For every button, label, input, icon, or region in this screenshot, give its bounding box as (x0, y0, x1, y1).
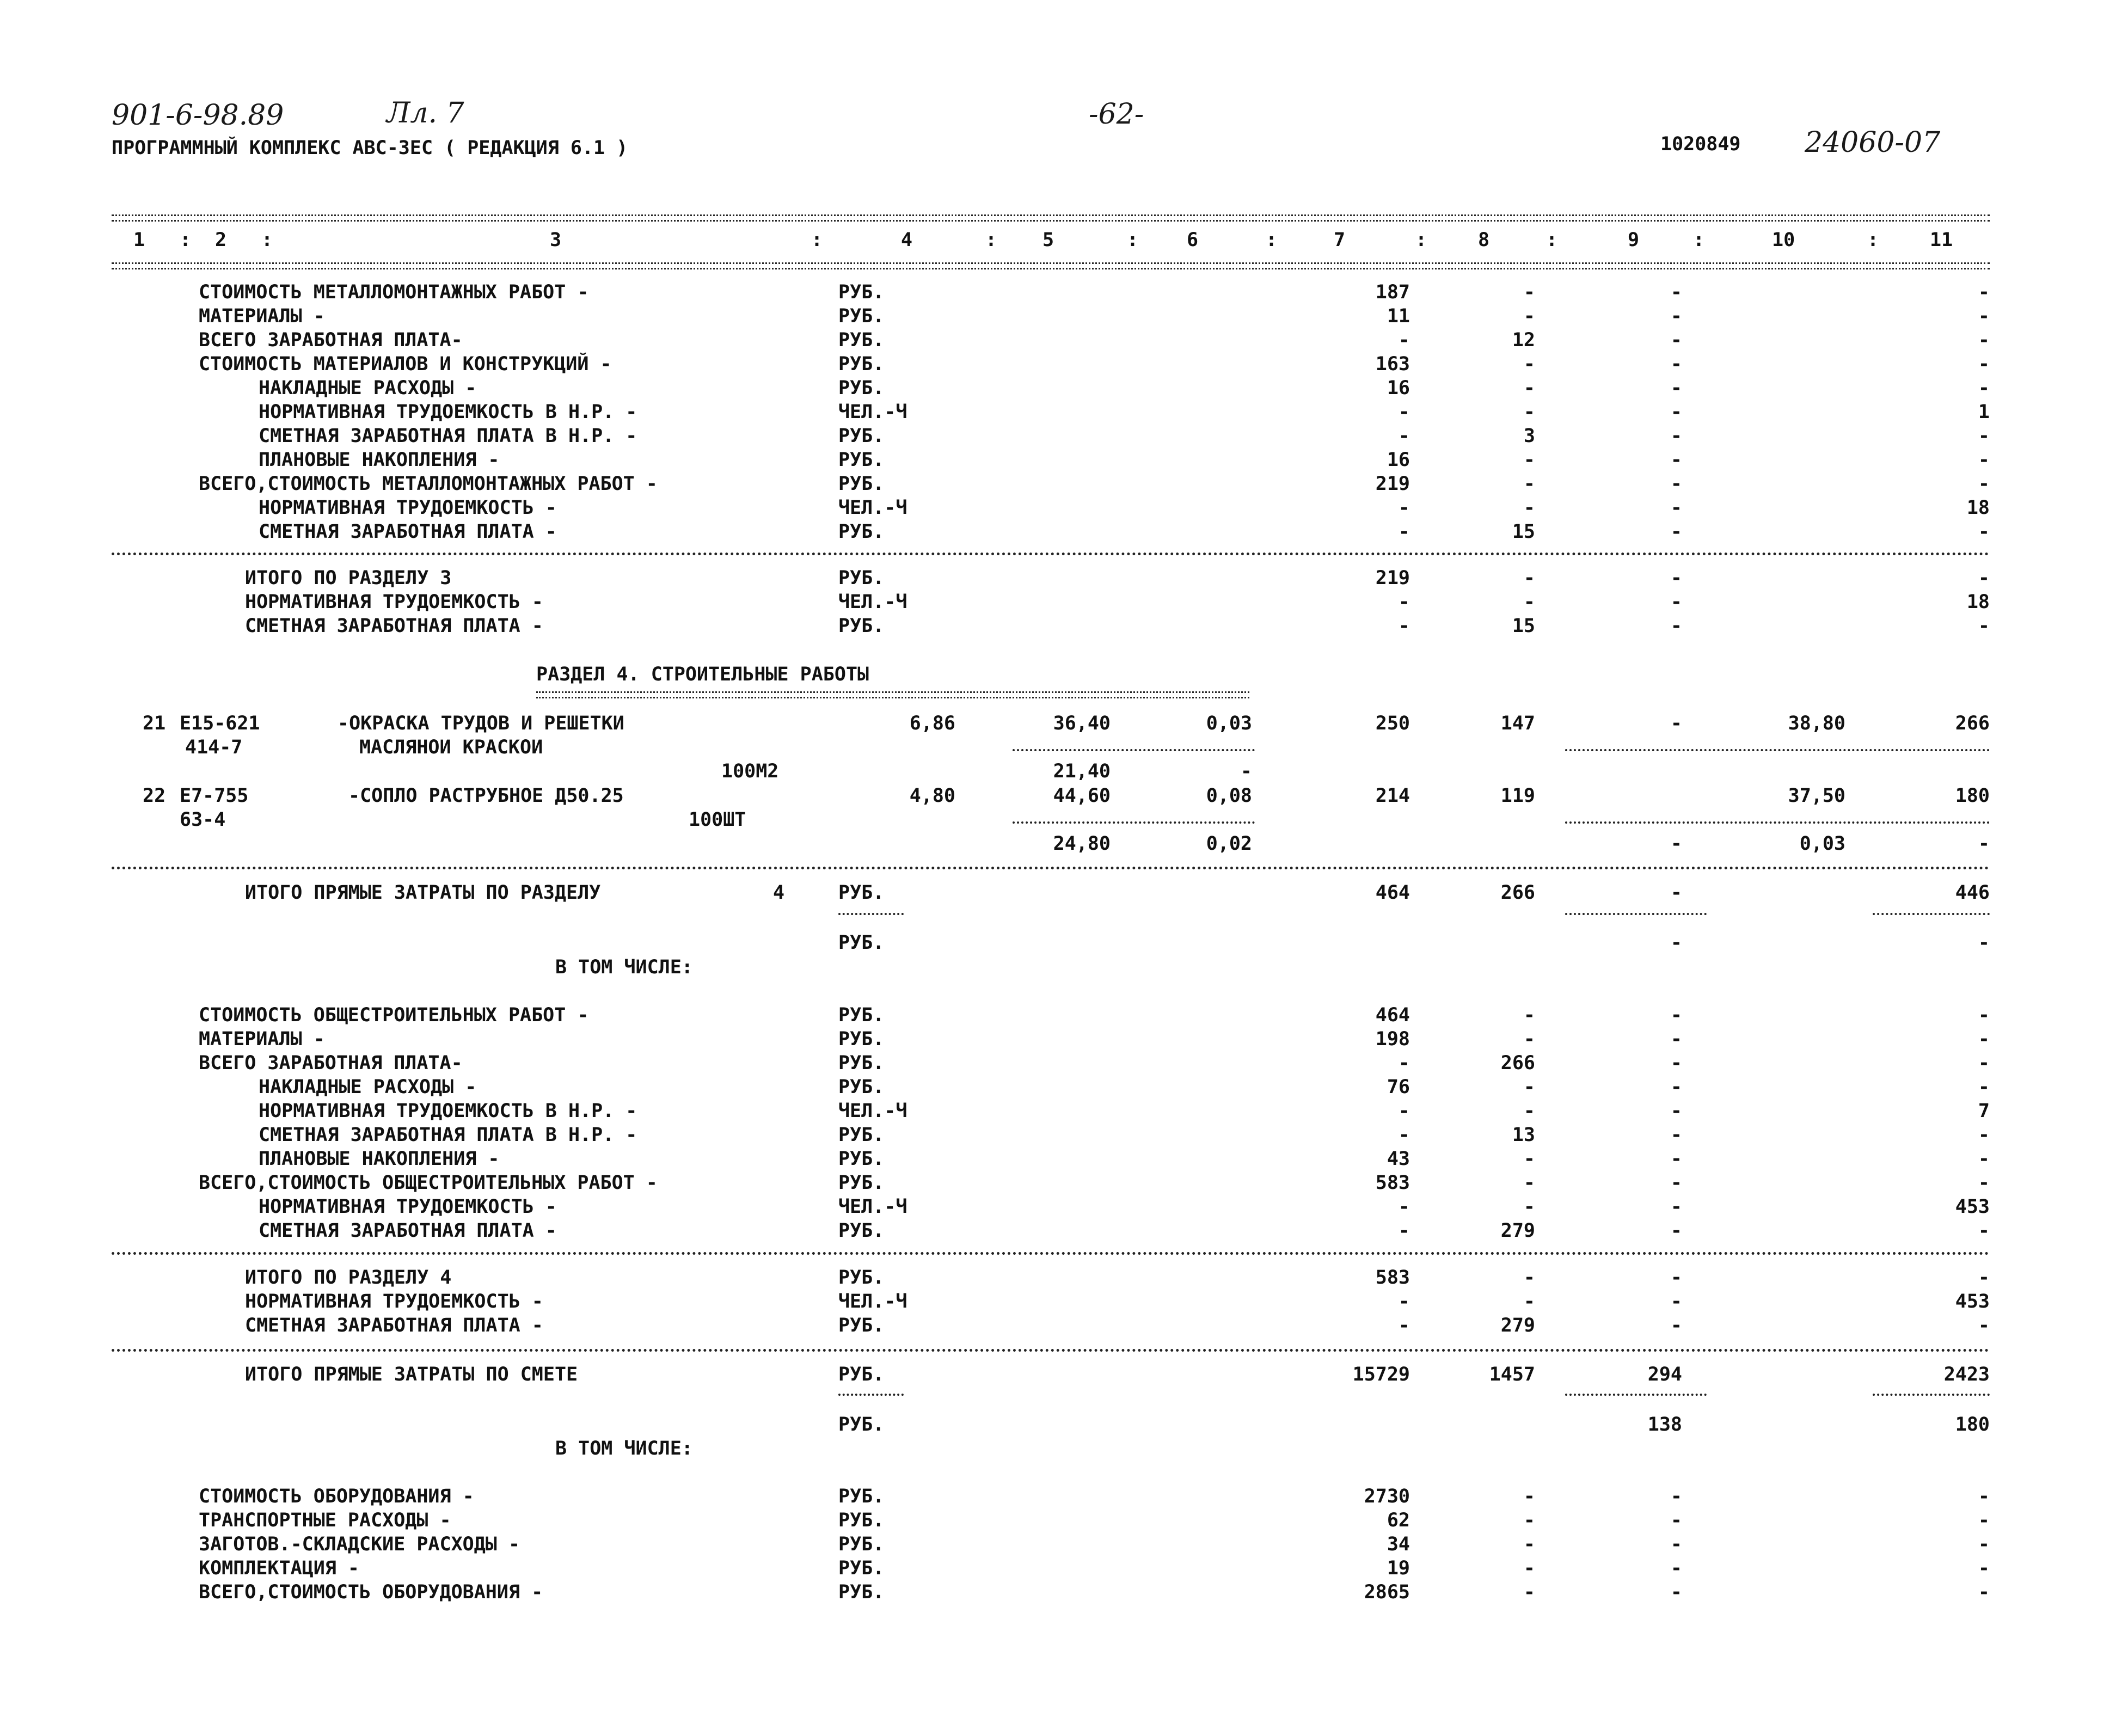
value-col-9: - (1670, 497, 1682, 519)
unit: ЧЕЛ.-Ч (838, 1291, 907, 1312)
underline (536, 691, 1249, 698)
value-col-11: 453 (1955, 1196, 1990, 1218)
ref-code-handwritten: 24060-07 (1805, 126, 1941, 159)
section-title: РАЗДЕЛ 4. СТРОИТЕЛЬНЫЕ РАБОТЫ (536, 664, 869, 685)
value-col-8: 1457 (1489, 1364, 1535, 1385)
value-col-8: 279 (1500, 1220, 1535, 1242)
value-col-11: - (1978, 833, 1990, 855)
program-title: ПРОГРАММНЫЙ КОМПЛЕКС АВС-ЗЕС ( РЕДАКЦИЯ 6.1 ) (112, 137, 628, 159)
underline (838, 913, 904, 915)
unit: РУБ. (838, 1004, 885, 1026)
unit: РУБ. (838, 377, 885, 399)
unit: РУБ. (838, 882, 885, 904)
value-col-8: 3 (1523, 425, 1535, 447)
unit: РУБ. (838, 1172, 885, 1194)
column-number: 10 (1772, 229, 1795, 251)
value-col-7: 2865 (1364, 1581, 1410, 1603)
unit: РУБ. (838, 1267, 885, 1289)
value-col-9: - (1670, 353, 1682, 375)
value-col-8: - (1523, 591, 1535, 613)
value-col-11: - (1978, 1124, 1990, 1146)
value-col-11: - (1978, 521, 1990, 543)
separator-line (112, 553, 1990, 555)
row-label: ВСЕГО ЗАРАБОТНАЯ ПЛАТА- (199, 329, 463, 351)
unit: РУБ. (838, 1414, 885, 1436)
value-col-7: 187 (1375, 281, 1410, 303)
row-label: МАТЕРИАЛЫ - (199, 305, 325, 327)
column-divider: : (985, 229, 997, 251)
value-col-7: 214 (1375, 785, 1410, 807)
value-col-9: - (1670, 1124, 1682, 1146)
value-col-11: 18 (1966, 591, 1990, 613)
value-col-8: 119 (1500, 785, 1535, 807)
value-col-11: 1 (1978, 401, 1990, 423)
row-label: НОРМАТИВНАЯ ТРУДОЕМКОСТЬ - (259, 497, 557, 519)
unit: РУБ. (838, 1076, 885, 1098)
column-divider: : (180, 229, 192, 251)
norm-code: Е7-755 (180, 785, 249, 807)
unit: РУБ. (838, 305, 885, 327)
unit: РУБ. (838, 353, 885, 375)
underline (1565, 1394, 1707, 1396)
value-col-9: - (1670, 1196, 1682, 1218)
value-col-9: - (1670, 1315, 1682, 1336)
row-label: СТОИМОСТЬ ОБОРУДОВАНИЯ - (199, 1486, 474, 1507)
value-col-11: 180 (1955, 1414, 1990, 1436)
doc-code: 901-6-98.89 (112, 99, 284, 132)
value-col-8: - (1523, 497, 1535, 519)
value-col-8: 12 (1512, 329, 1535, 351)
column-number: 3 (550, 229, 562, 251)
column-divider: : (1693, 229, 1705, 251)
value-col-5: 36,40 (1053, 713, 1111, 734)
value-col-9: 294 (1647, 1364, 1682, 1385)
row-label: НАКЛАДНЫЕ РАСХОДЫ - (259, 1076, 477, 1098)
unit: РУБ. (838, 1052, 885, 1074)
row-label: СТОИМОСТЬ ОБЩЕСТРОИТЕЛЬНЫХ РАБОТ - (199, 1004, 589, 1026)
value-col-8: - (1523, 1100, 1535, 1122)
value-col-7: - (1398, 1100, 1410, 1122)
estimate-direct-costs-label: ИТОГО ПРЯМЫЕ ЗАТРАТЫ ПО СМЕТЕ (245, 1364, 578, 1385)
value-col-9: - (1670, 401, 1682, 423)
value-col-9: - (1670, 1267, 1682, 1289)
position-number: 22 (143, 785, 166, 807)
value-col-9: - (1670, 713, 1682, 734)
value-col-10: 38,80 (1788, 713, 1845, 734)
underline (1873, 1394, 1990, 1396)
value-col-11: 18 (1966, 497, 1990, 519)
value-col-11: 446 (1955, 882, 1990, 904)
row-label: НОРМАТИВНАЯ ТРУДОЕМКОСТЬ - (259, 1196, 557, 1218)
value-col-7: 219 (1375, 567, 1410, 589)
value-col-9: - (1670, 1533, 1682, 1555)
value-col-8: - (1523, 1267, 1535, 1289)
value-col-7: - (1398, 615, 1410, 637)
column-number: 8 (1478, 229, 1490, 251)
underline (1565, 913, 1707, 915)
total-label: НОРМАТИВНАЯ ТРУДОЕМКОСТЬ - (245, 1291, 543, 1312)
value-col-11: - (1978, 305, 1990, 327)
value-col-8: - (1523, 1557, 1535, 1579)
value-col-7: - (1398, 1220, 1410, 1242)
measure-unit: 100М2 (721, 760, 779, 782)
value-col-9: - (1670, 1100, 1682, 1122)
value-col-11: - (1978, 473, 1990, 495)
value-col-11: - (1978, 425, 1990, 447)
underline (1873, 913, 1990, 915)
row-label: ПЛАНОВЫЕ НАКОПЛЕНИЯ - (259, 1148, 500, 1170)
value-col-7: 250 (1375, 713, 1410, 734)
value-col-9: - (1670, 305, 1682, 327)
value-col-9: - (1670, 377, 1682, 399)
ref-code: 1020849 (1660, 133, 1741, 155)
value-col-11: 453 (1955, 1291, 1990, 1312)
unit: РУБ. (838, 1028, 885, 1050)
underline (1013, 749, 1255, 751)
value-col-8: - (1523, 1510, 1535, 1531)
unit: РУБ. (838, 567, 885, 589)
section-number: 4 (773, 882, 785, 904)
value-col-8: - (1523, 1291, 1535, 1312)
value-col-9: - (1670, 1581, 1682, 1603)
value-col-7: 16 (1387, 449, 1410, 471)
value-col-8: - (1523, 1486, 1535, 1507)
value-col-7: - (1398, 1196, 1410, 1218)
total-label: ИТОГО ПО РАЗДЕЛУ 3 (245, 567, 452, 589)
unit: РУБ. (838, 1510, 885, 1531)
column-divider: : (1127, 229, 1139, 251)
value-col-9: - (1670, 615, 1682, 637)
unit: РУБ. (838, 521, 885, 543)
value-col-9: - (1670, 1028, 1682, 1050)
underline (1565, 821, 1990, 824)
measure-unit: 100ШТ (689, 809, 746, 831)
value-col-8: - (1523, 473, 1535, 495)
value-col-9: - (1670, 425, 1682, 447)
column-divider: : (1415, 229, 1427, 251)
value-col-11: - (1978, 449, 1990, 471)
value-col-11: - (1978, 329, 1990, 351)
unit: ЧЕЛ.-Ч (838, 591, 907, 613)
row-label: ВСЕГО ЗАРАБОТНАЯ ПЛАТА- (199, 1052, 463, 1074)
column-number: 11 (1930, 229, 1953, 251)
value-col-8: - (1523, 1004, 1535, 1026)
row-label: СМЕТНАЯ ЗАРАБОТНАЯ ПЛАТА - (259, 1220, 557, 1242)
value-col-8: - (1523, 305, 1535, 327)
value-col-7: 34 (1387, 1533, 1410, 1555)
norm-code: Е15-621 (180, 713, 260, 734)
value-col-7: 464 (1375, 882, 1410, 904)
value-col-7: - (1398, 591, 1410, 613)
value-col-9: - (1670, 1076, 1682, 1098)
value-col-9: - (1670, 1148, 1682, 1170)
value-col-5: 44,60 (1053, 785, 1111, 807)
unit: РУБ. (838, 1315, 885, 1336)
row-label: НАКЛАДНЫЕ РАСХОДЫ - (259, 377, 477, 399)
value-col-11: 7 (1978, 1100, 1990, 1122)
unit: ЧЕЛ.-Ч (838, 1196, 907, 1218)
value-col-8: - (1523, 1196, 1535, 1218)
value-col-6: 0,08 (1206, 785, 1252, 807)
value-col-9: - (1670, 1486, 1682, 1507)
value-col-7: 43 (1387, 1148, 1410, 1170)
column-number: 2 (215, 229, 227, 251)
unit: РУБ. (838, 1557, 885, 1579)
value-col-9: 138 (1647, 1414, 1682, 1436)
value-col-8: - (1523, 353, 1535, 375)
value-col-9: - (1670, 1220, 1682, 1242)
value-col-11: - (1978, 1220, 1990, 1242)
value-col-4: 6,86 (909, 713, 955, 734)
value-col-11: - (1978, 377, 1990, 399)
unit: РУБ. (838, 281, 885, 303)
value-col-11: - (1978, 1076, 1990, 1098)
value-col-7: - (1398, 401, 1410, 423)
value-col-7: 583 (1375, 1267, 1410, 1289)
value-col-7: - (1398, 497, 1410, 519)
value-col-11: 2423 (1943, 1364, 1990, 1385)
row-label: СТОИМОСТЬ МАТЕРИАЛОВ И КОНСТРУКЦИЙ - (199, 353, 612, 375)
value-col-7: 2730 (1364, 1486, 1410, 1507)
value-col-7: 16 (1387, 377, 1410, 399)
value-col-9: - (1670, 1557, 1682, 1579)
work-name-2: МАСЛЯНОИ КРАСКОИ (359, 737, 543, 758)
value-col-5: 24,80 (1053, 833, 1111, 855)
unit: ЧЕЛ.-Ч (838, 1100, 907, 1122)
row-label: ВСЕГО,СТОИМОСТЬ ОБЩЕСТРОИТЕЛЬНЫХ РАБОТ - (199, 1172, 658, 1194)
value-col-8: 15 (1512, 615, 1535, 637)
value-col-8: - (1523, 1172, 1535, 1194)
value-col-11: - (1978, 1557, 1990, 1579)
value-col-11: - (1978, 1486, 1990, 1507)
value-col-7: - (1398, 521, 1410, 543)
column-number: 9 (1628, 229, 1640, 251)
underline (838, 1394, 904, 1396)
value-col-9: - (1670, 567, 1682, 589)
value-col-9: - (1670, 1052, 1682, 1074)
value-col-10: 0,03 (1799, 833, 1845, 855)
value-col-8: 279 (1500, 1315, 1535, 1336)
value-col-9: - (1670, 1510, 1682, 1531)
value-col-11: - (1978, 567, 1990, 589)
value-col-7: - (1398, 329, 1410, 351)
row-label: НОРМАТИВНАЯ ТРУДОЕМКОСТЬ В Н.Р. - (259, 1100, 637, 1122)
value-col-8: - (1523, 1148, 1535, 1170)
value-col-11: - (1978, 1315, 1990, 1336)
row-label: ВСЕГО,СТОИМОСТЬ ОБОРУДОВАНИЯ - (199, 1581, 543, 1603)
unit: РУБ. (838, 1486, 885, 1507)
value-col-8: 266 (1500, 882, 1535, 904)
value-col-6: 0,02 (1206, 833, 1252, 855)
column-number: 6 (1187, 229, 1199, 251)
value-col-11: - (1978, 1148, 1990, 1170)
unit: РУБ. (838, 1533, 885, 1555)
unit: ЧЕЛ.-Ч (838, 497, 907, 519)
row-label: СТОИМОСТЬ МЕТАЛЛОМОНТАЖНЫХ РАБОТ - (199, 281, 589, 303)
unit: РУБ. (838, 425, 885, 447)
underline (1565, 749, 1990, 751)
norm-code-2: 414-7 (185, 737, 243, 758)
value-col-8: - (1523, 377, 1535, 399)
value-col-8: 147 (1500, 713, 1535, 734)
value-col-10: 37,50 (1788, 785, 1845, 807)
value-col-11: - (1978, 353, 1990, 375)
value-col-9: - (1670, 932, 1682, 954)
value-col-7: 19 (1387, 1557, 1410, 1579)
value-col-5: 21,40 (1053, 760, 1111, 782)
value-col-6: 0,03 (1206, 713, 1252, 734)
value-col-7: 198 (1375, 1028, 1410, 1050)
value-col-11: - (1978, 1581, 1990, 1603)
value-col-8: 13 (1512, 1124, 1535, 1146)
value-col-9: - (1670, 1172, 1682, 1194)
row-label: СМЕТНАЯ ЗАРАБОТНАЯ ПЛАТА В Н.Р. - (259, 1124, 637, 1146)
value-col-11: 180 (1955, 785, 1990, 807)
value-col-6: - (1240, 760, 1252, 782)
unit: ЧЕЛ.-Ч (838, 401, 907, 423)
norm-code-2: 63-4 (180, 809, 226, 831)
value-col-7: 583 (1375, 1172, 1410, 1194)
value-col-7: 11 (1387, 305, 1410, 327)
position-number: 21 (143, 713, 166, 734)
value-col-9: - (1670, 521, 1682, 543)
value-col-9: - (1670, 329, 1682, 351)
value-col-7: - (1398, 425, 1410, 447)
column-number: 1 (133, 229, 145, 251)
value-col-8: - (1523, 567, 1535, 589)
value-col-7: - (1398, 1124, 1410, 1146)
value-col-11: - (1978, 1510, 1990, 1531)
unit: РУБ. (838, 473, 885, 495)
value-col-7: 62 (1387, 1510, 1410, 1531)
sheet-number: Лл. 7 (387, 97, 464, 130)
total-label: СМЕТНАЯ ЗАРАБОТНАЯ ПЛАТА - (245, 615, 543, 637)
value-col-9: - (1670, 1004, 1682, 1026)
unit: РУБ. (838, 932, 885, 954)
value-col-7: - (1398, 1291, 1410, 1312)
value-col-9: - (1670, 1291, 1682, 1312)
value-col-11: - (1978, 615, 1990, 637)
unit: РУБ. (838, 1124, 885, 1146)
value-col-4: 4,80 (909, 785, 955, 807)
value-col-8: - (1523, 401, 1535, 423)
column-divider: : (811, 229, 823, 251)
work-name: -СОПЛО РАСТРУБНОЕ Д50.25 (348, 785, 624, 807)
column-divider: : (1867, 229, 1879, 251)
underline (1013, 821, 1255, 824)
value-col-7: 163 (1375, 353, 1410, 375)
row-label: ТРАНСПОРТНЫЕ РАСХОДЫ - (199, 1510, 451, 1531)
value-col-11: - (1978, 1004, 1990, 1026)
value-col-8: - (1523, 1581, 1535, 1603)
row-label: НОРМАТИВНАЯ ТРУДОЕМКОСТЬ В Н.Р. - (259, 401, 637, 423)
row-label: ЗАГОТОВ.-СКЛАДСКИЕ РАСХОДЫ - (199, 1533, 520, 1555)
header-border (112, 262, 1990, 269)
value-col-8: 15 (1512, 521, 1535, 543)
work-name: -ОКРАСКА ТРУДОВ И РЕШЕТКИ (338, 713, 624, 734)
value-col-11: - (1978, 281, 1990, 303)
column-divider: : (261, 229, 273, 251)
value-col-7: - (1398, 1052, 1410, 1074)
row-label: СМЕТНАЯ ЗАРАБОТНАЯ ПЛАТА - (259, 521, 557, 543)
value-col-9: - (1670, 449, 1682, 471)
column-number: 7 (1334, 229, 1346, 251)
unit: РУБ. (838, 1581, 885, 1603)
including-label: В ТОМ ЧИСЛЕ: (555, 956, 693, 978)
unit: РУБ. (838, 329, 885, 351)
value-col-9: - (1670, 882, 1682, 904)
column-number: 5 (1042, 229, 1054, 251)
total-label: СМЕТНАЯ ЗАРАБОТНАЯ ПЛАТА - (245, 1315, 543, 1336)
separator-line (112, 867, 1990, 869)
top-border (112, 214, 1990, 222)
column-divider: : (1266, 229, 1278, 251)
row-label: СМЕТНАЯ ЗАРАБОТНАЯ ПЛАТА В Н.Р. - (259, 425, 637, 447)
value-col-8: - (1523, 281, 1535, 303)
page-number: -62- (1089, 98, 1144, 131)
separator-line (112, 1349, 1990, 1352)
value-col-9: - (1670, 281, 1682, 303)
unit: РУБ. (838, 615, 885, 637)
column-divider: : (1546, 229, 1558, 251)
total-label: НОРМАТИВНАЯ ТРУДОЕМКОСТЬ - (245, 591, 543, 613)
value-col-9: - (1670, 833, 1682, 855)
value-col-9: - (1670, 591, 1682, 613)
value-col-7: 15729 (1352, 1364, 1410, 1385)
value-col-8: - (1523, 449, 1535, 471)
value-col-11: - (1978, 1172, 1990, 1194)
value-col-11: 266 (1955, 713, 1990, 734)
value-col-11: - (1978, 1028, 1990, 1050)
separator-line (112, 1252, 1990, 1255)
column-number: 4 (901, 229, 913, 251)
value-col-7: 76 (1387, 1076, 1410, 1098)
value-col-9: - (1670, 473, 1682, 495)
value-col-7: 219 (1375, 473, 1410, 495)
value-col-11: - (1978, 1267, 1990, 1289)
total-label: ИТОГО ПО РАЗДЕЛУ 4 (245, 1267, 452, 1289)
value-col-8: - (1523, 1076, 1535, 1098)
value-col-11: - (1978, 932, 1990, 954)
row-label: КОМПЛЕКТАЦИЯ - (199, 1557, 360, 1579)
value-col-7: - (1398, 1315, 1410, 1336)
value-col-8: 266 (1500, 1052, 1535, 1074)
value-col-11: - (1978, 1052, 1990, 1074)
value-col-7: 464 (1375, 1004, 1410, 1026)
unit: РУБ. (838, 1148, 885, 1170)
unit: РУБ. (838, 1220, 885, 1242)
unit: РУБ. (838, 1364, 885, 1385)
including-label: В ТОМ ЧИСЛЕ: (555, 1438, 693, 1459)
unit: РУБ. (838, 449, 885, 471)
row-label: МАТЕРИАЛЫ - (199, 1028, 325, 1050)
row-label: ПЛАНОВЫЕ НАКОПЛЕНИЯ - (259, 449, 500, 471)
value-col-8: - (1523, 1533, 1535, 1555)
row-label: ВСЕГО,СТОИМОСТЬ МЕТАЛЛОМОНТАЖНЫХ РАБОТ - (199, 473, 658, 495)
direct-costs-label: ИТОГО ПРЯМЫЕ ЗАТРАТЫ ПО РАЗДЕЛУ (245, 882, 601, 904)
value-col-11: - (1978, 1533, 1990, 1555)
value-col-8: - (1523, 1028, 1535, 1050)
